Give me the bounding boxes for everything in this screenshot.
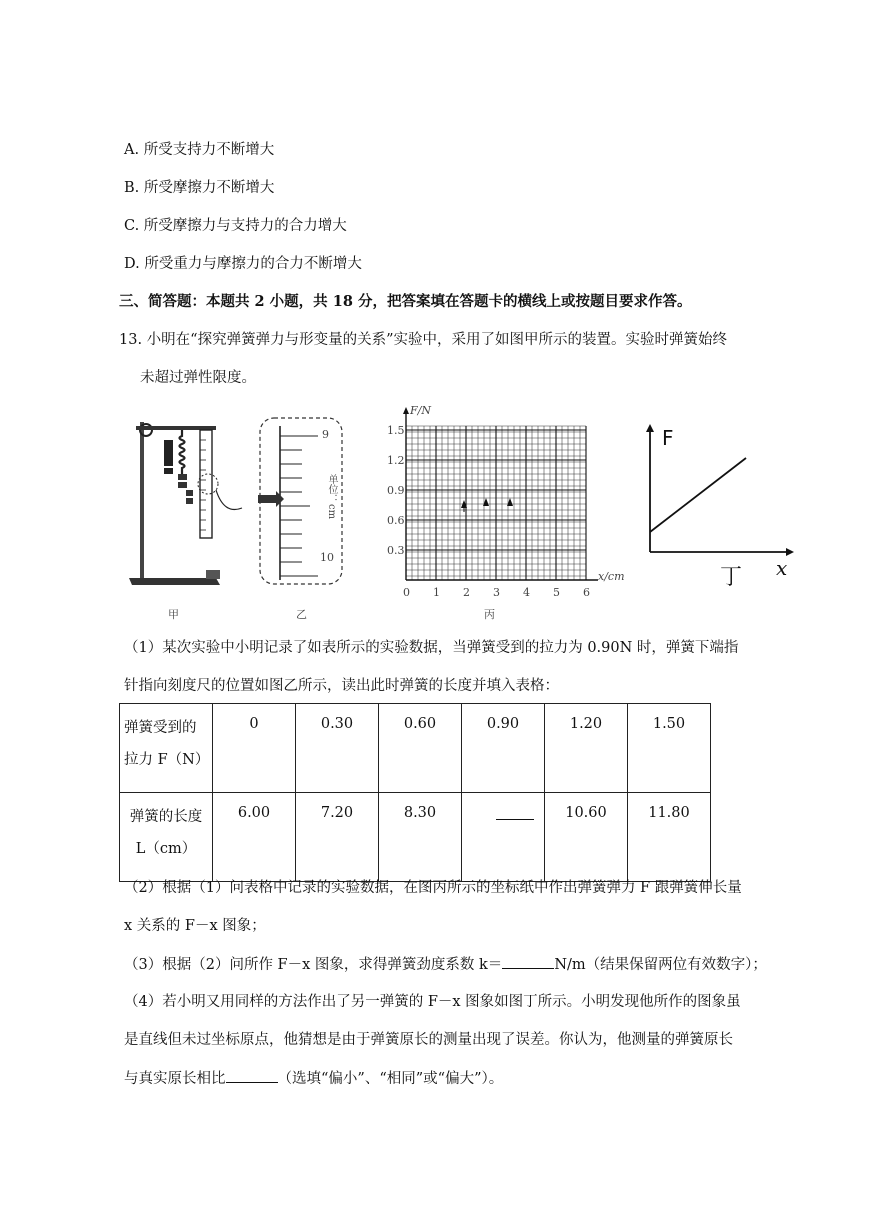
answer-blank-k[interactable]	[502, 954, 554, 969]
sub3: （3）根据（2）问所作 F－x 图象，求得弹簧劲度系数 k＝ N/m（结果保留两位有效数字）；	[124, 954, 767, 975]
sub2-line2: x 关系的 F－x 图象；	[124, 918, 266, 934]
figure-jia-caption: 甲	[168, 608, 179, 621]
sub4-line3: 与真实原长相比 （选填“偏小”、“相同”或“偏大”）。	[124, 1068, 503, 1089]
table-cell: 10.60	[545, 793, 628, 882]
figure-bing-caption: 丙	[484, 608, 495, 621]
grid-x-tick-4: 4	[523, 586, 530, 599]
table-row	[120, 704, 711, 793]
grid-y-axis-label: F/N	[410, 404, 431, 417]
table-header-force: 弹簧受到的 拉力 F（N）	[120, 704, 213, 793]
option-a: A. 所受支持力不断增大	[124, 142, 275, 158]
ding-y-label: F	[662, 426, 674, 450]
ruler-unit-label: 单位：cm	[326, 474, 337, 520]
grid-y-tick-1-2: 1.2	[387, 454, 405, 467]
section-heading: 三、简答题：本题共 2 小题，共 18 分，把答案填在答题卡的横线上或按题目要求作答。	[119, 293, 692, 310]
table-cell: 0	[213, 704, 296, 793]
grid-x-axis-label: x/cm	[598, 570, 625, 583]
data-table	[119, 703, 711, 882]
figure-ding-caption: 丁	[720, 565, 743, 590]
answer-blank-original-length[interactable]	[226, 1068, 278, 1083]
table-cell: 1.20	[545, 704, 628, 793]
table-cell: 1.50	[628, 704, 711, 793]
answer-blank-length[interactable]	[462, 793, 545, 882]
table-cell: 11.80	[628, 793, 711, 882]
grid-y-tick-0-3: 0.3	[387, 544, 405, 557]
grid-x-tick-3: 3	[493, 586, 500, 599]
grid-x-tick-6: 6	[583, 586, 590, 599]
grid-y-tick-0-6: 0.6	[387, 514, 405, 527]
table-cell: 6.00	[213, 793, 296, 882]
figure-yi-caption: 乙	[296, 608, 307, 621]
sub1-line2: 针指向刻度尺的位置如图乙所示，读出此时弹簧的长度并填入表格：	[124, 678, 559, 694]
figure-jia-apparatus	[124, 410, 249, 595]
option-c: C. 所受摩擦力与支持力的合力增大	[124, 218, 347, 234]
question-number: 13.	[119, 332, 143, 348]
table-header-length: 弹簧的长度 L（cm）	[120, 793, 213, 882]
option-b: B. 所受摩擦力不断增大	[124, 180, 275, 196]
ruler-mark-9: 9	[322, 428, 329, 441]
sub2-line1: （2）根据（1）问表格中记录的实验数据，在图丙所示的坐标纸中作出弹簧弹力 F 跟弹簧伸长量	[124, 880, 742, 896]
question-13-line1: 13. 小明在“探究弹簧弹力与形变量的关系”实验中，采用了如图甲所示的装置。实验时弹簧始终	[119, 332, 727, 348]
table-cell: 8.30	[379, 793, 462, 882]
table-cell: 0.30	[296, 704, 379, 793]
figure-bing-grid	[370, 404, 620, 604]
option-d: D. 所受重力与摩擦力的合力不断增大	[124, 256, 362, 272]
sub4-line2: 是直线但未过坐标原点，他猜想是由于弹簧原长的测量出现了误差。你认为，他测量的弹簧原长	[124, 1032, 733, 1048]
table-row	[120, 793, 711, 882]
question-13-line2: 未超过弹性限度。	[140, 370, 256, 386]
table-cell: 0.60	[379, 704, 462, 793]
grid-y-tick-0-9: 0.9	[387, 484, 405, 497]
grid-y-tick-1-5: 1.5	[387, 424, 405, 437]
grid-x-tick-0: 0	[403, 586, 410, 599]
grid-x-tick-5: 5	[553, 586, 560, 599]
sub4-line1: （4）若小明又用同样的方法作出了另一弹簧的 F－x 图象如图丁所示。小明发现他所作的图象虽	[124, 994, 741, 1010]
sub1-line1: （1）某次实验中小明记录了如表所示的实验数据，当弹簧受到的拉力为 0.90N 时，弹簧下端指	[124, 640, 739, 656]
grid-x-tick-1: 1	[433, 586, 440, 599]
ruler-mark-10: 10	[320, 551, 334, 564]
grid-x-tick-2: 2	[463, 586, 470, 599]
table-cell: 0.90	[462, 704, 545, 793]
ding-x-label: x	[776, 556, 788, 580]
table-cell: 7.20	[296, 793, 379, 882]
